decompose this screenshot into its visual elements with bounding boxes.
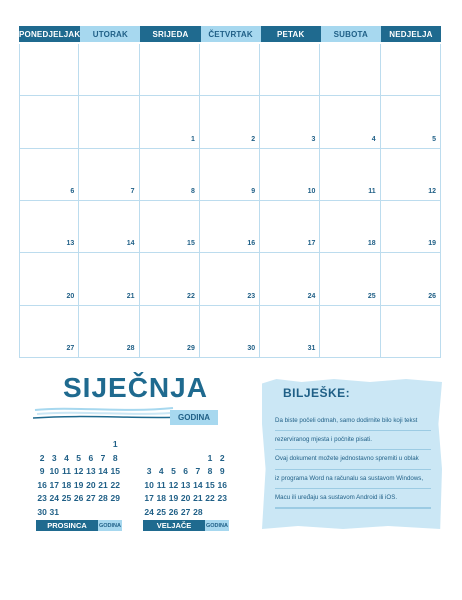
day-cell[interactable] — [200, 149, 260, 201]
day-number: 14 — [126, 240, 135, 248]
calendar-grid — [19, 44, 441, 358]
mini-day: 25 — [156, 506, 167, 517]
day-number: 19 — [428, 240, 436, 248]
mini-week-row — [143, 492, 228, 506]
day-number: 9 — [251, 187, 256, 195]
mini-day: 26 — [168, 506, 179, 517]
mini-day: 11 — [156, 479, 166, 490]
day-cell[interactable] — [260, 149, 320, 201]
mini-day — [97, 438, 109, 452]
mini-day: 12 — [168, 479, 179, 490]
day-cell[interactable] — [320, 44, 380, 96]
mini-day: 30 — [37, 506, 47, 517]
mini-day — [48, 438, 60, 452]
mini-day: 3 — [51, 452, 57, 463]
mini-week-row — [36, 492, 121, 506]
day-number: 22 — [187, 292, 195, 300]
mini-previous-label — [36, 520, 122, 531]
mini-next-year-label: GODINA — [205, 520, 229, 531]
mini-day: 14 — [193, 479, 203, 490]
mini-week-row — [143, 506, 228, 520]
mini-day — [60, 506, 72, 520]
day-cell[interactable] — [200, 201, 260, 253]
weekday-header — [19, 26, 441, 42]
mini-week-row — [36, 506, 121, 520]
day-number: 30 — [247, 344, 256, 352]
mini-day — [143, 452, 155, 466]
mini-day: 18 — [61, 479, 72, 490]
day-number: 4 — [371, 135, 376, 143]
month-title: SIJEČNJA — [63, 372, 208, 403]
notes-line: Da biste počeli odmah, samo dodirnite bilo koji tekst — [275, 412, 431, 431]
day-number: 2 — [251, 135, 256, 143]
mini-next-label — [143, 520, 229, 531]
day-cell[interactable] — [19, 253, 79, 305]
notes-line: Macu ili uređaju sa sustavom Android ili iOS. — [275, 489, 431, 508]
mini-day: 31 — [49, 506, 60, 517]
mini-day: 26 — [73, 493, 84, 504]
day-number: 21 — [126, 292, 135, 300]
mini-day: 20 — [86, 479, 96, 490]
day-cell[interactable] — [381, 253, 441, 305]
mini-week-row — [36, 438, 121, 452]
mini-day: 21 — [193, 493, 203, 504]
day-cell[interactable] — [260, 306, 320, 358]
mini-day: 2 — [39, 452, 45, 463]
mini-next-month-name: VELJAČE — [143, 520, 205, 531]
day-number: 5 — [432, 135, 436, 143]
day-number: 28 — [126, 344, 135, 352]
weekday-sunday: NEDJELJA — [381, 26, 441, 42]
day-number: 1 — [190, 135, 195, 143]
day-cell[interactable] — [320, 149, 380, 201]
mini-day: 5 — [76, 452, 82, 463]
mini-day: 7 — [195, 466, 201, 477]
day-number: 10 — [307, 187, 316, 195]
day-cell[interactable] — [140, 44, 200, 96]
day-cell[interactable] — [79, 306, 139, 358]
day-cell[interactable] — [79, 201, 139, 253]
day-cell[interactable] — [260, 253, 320, 305]
mini-day: 24 — [144, 506, 154, 517]
day-cell[interactable] — [79, 149, 139, 201]
mini-day — [60, 438, 72, 452]
day-cell[interactable] — [260, 44, 320, 96]
day-number: 27 — [66, 344, 75, 352]
day-number: 18 — [367, 240, 376, 248]
mini-day: 5 — [171, 466, 176, 477]
mini-day — [36, 438, 48, 452]
mini-day: 4 — [64, 452, 69, 463]
mini-day: 1 — [207, 452, 213, 463]
mini-day — [167, 452, 179, 466]
mini-day: 27 — [180, 506, 191, 517]
mini-day: 24 — [49, 493, 60, 504]
mini-day — [192, 452, 204, 466]
mini-day — [73, 506, 85, 520]
mini-day: 15 — [205, 479, 215, 490]
weekday-tuesday: UTORAK — [80, 26, 140, 42]
mini-day: 11 — [61, 466, 71, 477]
day-number: 17 — [307, 240, 316, 248]
mini-week-row — [143, 479, 228, 493]
weekday-wednesday: SRIJEDA — [140, 26, 200, 42]
day-number: 6 — [70, 187, 75, 195]
day-number: 29 — [187, 344, 195, 352]
day-cell[interactable] — [19, 201, 79, 253]
day-cell[interactable] — [140, 96, 200, 148]
mini-day: 17 — [144, 493, 154, 504]
day-cell[interactable] — [320, 306, 380, 358]
mini-day — [85, 438, 97, 452]
mini-previous-year-label: GODINA — [98, 520, 122, 531]
mini-day: 2 — [219, 452, 225, 463]
mini-day: 21 — [98, 479, 108, 490]
mini-day: 28 — [98, 493, 108, 504]
mini-day: 22 — [110, 479, 120, 490]
mini-day: 23 — [37, 493, 47, 504]
mini-day: 20 — [180, 493, 191, 504]
notes-title: BILJEŠKE: — [283, 386, 351, 400]
day-number: 15 — [187, 240, 195, 248]
day-cell[interactable] — [381, 306, 441, 358]
notes-line — [275, 508, 431, 509]
mini-previous-month-name: PROSINCA — [36, 520, 98, 531]
mini-day: 12 — [73, 466, 84, 477]
day-cell[interactable] — [19, 44, 79, 96]
mini-day: 14 — [98, 466, 108, 477]
mini-day: 29 — [110, 493, 120, 504]
day-cell[interactable] — [200, 253, 260, 305]
mini-day: 27 — [86, 493, 96, 504]
mini-day: 16 — [37, 479, 47, 490]
weekday-saturday: SUBOTA — [321, 26, 381, 42]
mini-day: 9 — [39, 466, 45, 477]
day-cell[interactable] — [381, 201, 441, 253]
day-cell[interactable] — [79, 253, 139, 305]
mini-day: 8 — [112, 452, 118, 463]
day-cell[interactable] — [140, 306, 200, 358]
day-number: 12 — [428, 187, 436, 195]
mini-day: 4 — [158, 466, 164, 477]
mini-week-row — [36, 452, 121, 466]
mini-day: 25 — [61, 493, 72, 504]
mini-day: 9 — [219, 466, 225, 477]
mini-day: 19 — [73, 479, 84, 490]
year-label: GODINA — [170, 410, 218, 425]
day-cell[interactable] — [200, 306, 260, 358]
mini-calendar-previous — [36, 438, 121, 520]
mini-week-row — [36, 465, 121, 479]
day-cell[interactable] — [320, 253, 380, 305]
mini-day: 23 — [217, 493, 227, 504]
day-cell[interactable] — [320, 201, 380, 253]
day-cell[interactable] — [260, 96, 320, 148]
weekday-thursday: ČETVRTAK — [201, 26, 261, 42]
day-cell[interactable] — [140, 253, 200, 305]
day-number: 13 — [66, 240, 75, 248]
mini-day — [73, 438, 85, 452]
mini-day — [216, 506, 228, 520]
day-cell[interactable] — [140, 149, 200, 201]
day-cell[interactable] — [200, 96, 260, 148]
mini-day: 19 — [168, 493, 179, 504]
day-cell[interactable] — [381, 44, 441, 96]
day-cell[interactable] — [79, 44, 139, 96]
day-cell[interactable] — [19, 149, 79, 201]
mini-week-row — [143, 438, 228, 452]
day-cell[interactable] — [260, 201, 320, 253]
notes-line: iz programa Word na računalu sa sustavom Windows, — [275, 470, 431, 489]
mini-day: 15 — [110, 466, 120, 477]
day-number: 20 — [66, 292, 75, 300]
day-cell[interactable] — [19, 306, 79, 358]
day-cell[interactable] — [79, 96, 139, 148]
day-cell[interactable] — [140, 201, 200, 253]
mini-day: 16 — [217, 479, 227, 490]
day-number: 11 — [368, 187, 376, 195]
day-number: 16 — [247, 240, 256, 248]
mini-day: 1 — [112, 439, 118, 449]
mini-day: 10 — [144, 479, 154, 490]
day-cell[interactable] — [19, 96, 79, 148]
mini-day: 8 — [207, 466, 213, 477]
day-number: 31 — [307, 344, 316, 352]
notes-body[interactable] — [275, 412, 431, 509]
day-number: 7 — [130, 187, 135, 195]
day-cell[interactable] — [320, 96, 380, 148]
mini-day — [155, 452, 167, 466]
weekday-monday: PONEDJELJAK — [19, 26, 80, 42]
mini-week-row — [143, 465, 228, 479]
mini-day — [97, 506, 109, 520]
mini-week-row — [143, 452, 228, 466]
mini-day: 28 — [193, 506, 203, 517]
day-number: 25 — [367, 292, 376, 300]
weekday-friday: PETAK — [261, 26, 321, 42]
mini-calendar-next — [143, 438, 228, 520]
notes-line: Ovaj dokument možete jednostavno spremiti u oblak — [275, 450, 431, 469]
mini-day: 13 — [180, 479, 191, 490]
day-cell[interactable] — [381, 96, 441, 148]
mini-day — [204, 506, 216, 520]
mini-week-row — [36, 479, 121, 493]
day-number: 8 — [190, 187, 195, 195]
mini-day: 7 — [100, 452, 106, 463]
day-cell[interactable] — [200, 44, 260, 96]
mini-day: 22 — [205, 493, 215, 504]
mini-day — [85, 506, 97, 520]
notes-line: rezerviranog mjesta i počnite pisati. — [275, 431, 431, 450]
day-number: 24 — [307, 292, 316, 300]
day-number: 3 — [311, 135, 316, 143]
mini-day: 17 — [49, 479, 60, 490]
day-cell[interactable] — [381, 149, 441, 201]
mini-day: 6 — [183, 466, 189, 477]
mini-day: 6 — [88, 452, 94, 463]
day-number: 26 — [428, 292, 436, 300]
mini-day: 10 — [49, 466, 60, 477]
mini-day: 13 — [86, 466, 96, 477]
mini-day: 3 — [146, 466, 152, 477]
day-number: 23 — [247, 292, 256, 300]
mini-day — [109, 506, 121, 520]
mini-day — [180, 452, 192, 466]
mini-day: 18 — [156, 493, 167, 504]
